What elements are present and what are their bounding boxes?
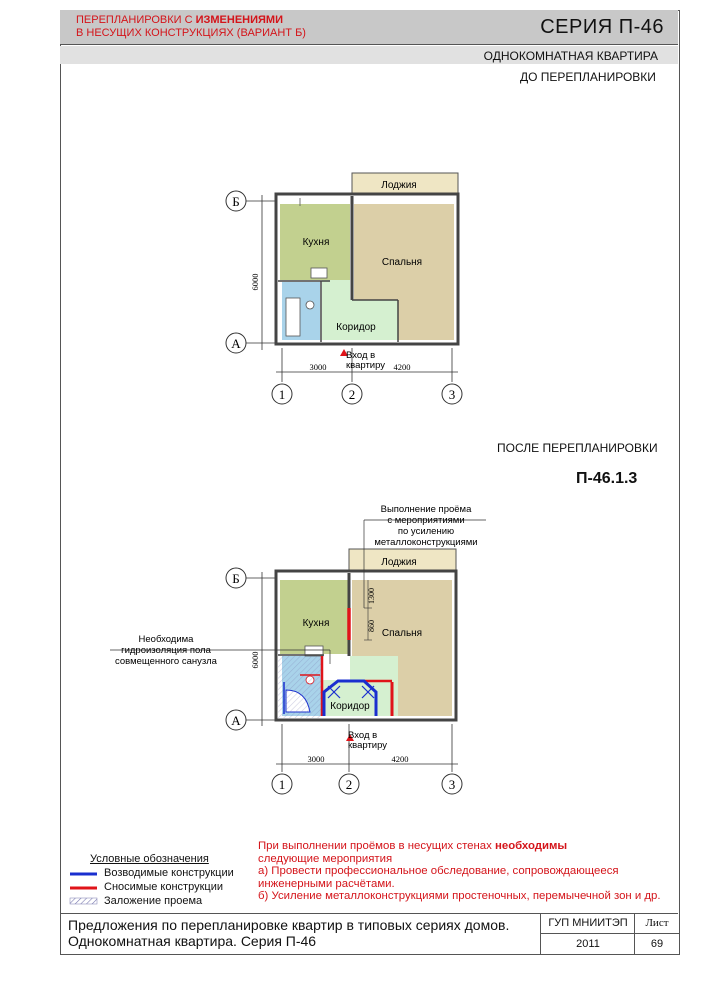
title-line1: Предложения по перепланировке квартир в типовых сериях домов.	[68, 917, 510, 933]
requirements-note	[258, 840, 668, 903]
org-cell	[540, 914, 635, 954]
note-item-b: б) Усиление металлоконструкциями простеночных, перемычечной зон и др.	[258, 890, 661, 902]
legend-swatches	[70, 874, 97, 904]
org-name: ГУП МНИИТЭП	[541, 914, 635, 934]
loggia-label-before: Лоджия	[381, 180, 417, 191]
legend-filled-opening: Заложение проема	[104, 895, 203, 907]
axis-a-after: А	[231, 713, 241, 728]
bathtub-before	[286, 298, 300, 336]
before-title: ДО ПЕРЕПЛАНИРОВКИ	[520, 70, 656, 84]
axis-b-after: Б	[232, 571, 240, 586]
axis-a-before: А	[231, 336, 241, 351]
legend-title: Условные обозначения	[90, 853, 209, 865]
axis-1-after: 1	[278, 777, 286, 792]
dim-depth-after: 6000	[250, 651, 260, 669]
plan-code: П-46.1.3	[576, 470, 638, 487]
toilet-before	[306, 301, 314, 309]
series-title: СЕРИЯ П-46	[540, 16, 664, 38]
note-line1-bold: необходимы	[494, 840, 568, 852]
plan-before	[226, 173, 462, 404]
dim-1300: 1300	[367, 588, 376, 604]
entrance-label1-after: Вход в	[348, 730, 378, 741]
legend-new-walls: Возводимые конструкции	[104, 867, 234, 879]
dim-left-before: 3000	[309, 362, 327, 372]
header-line1: ПЕРЕПЛАНИРОВКИ С	[76, 14, 196, 26]
title-block	[60, 913, 678, 954]
legend-removed-walls: Сносимые конструкции	[104, 881, 223, 893]
callout-waterproof-1: Необходима	[138, 634, 194, 645]
after-title: ПОСЛЕ ПЕРЕПЛАНИРОВКИ	[497, 441, 658, 455]
dim-right-after: 4200	[391, 754, 409, 764]
callout-opening-2: с мероприятиями	[387, 515, 465, 526]
sheet-number: 69	[650, 938, 664, 950]
entrance-label1-before: Вход в	[346, 350, 376, 361]
axis-1-before: 1	[278, 387, 286, 402]
subtitle: ОДНОКОМНАТНАЯ КВАРТИРА	[483, 49, 658, 63]
kitchen-label-before: Кухня	[302, 237, 330, 248]
callout-opening-1: Выполнение проёма	[380, 504, 472, 515]
title-line2: Однокомнатная квартира. Серия П-46	[68, 933, 317, 949]
loggia-label-after: Лоджия	[381, 557, 417, 568]
bedroom-label-after: Спальня	[381, 628, 423, 639]
axis-2-after: 2	[345, 777, 353, 792]
header-line1-bold: ИЗМЕНЕНИЯМИ	[195, 14, 283, 26]
sheet-label: Лист	[635, 914, 679, 934]
sheet-cell	[634, 914, 679, 954]
axis-2-before: 2	[348, 387, 356, 402]
kitchen-after	[280, 580, 348, 654]
callout-waterproof-3: совмещенного санузла	[115, 656, 217, 667]
kitchen-label-after: Кухня	[302, 618, 330, 629]
bedroom-label-before: Спальня	[381, 257, 423, 268]
corridor-label-before: Коридор	[336, 322, 376, 333]
dim-depth-before: 6000	[250, 273, 260, 291]
callout-opening-4: металлоконструкциями	[374, 537, 478, 548]
entrance-label2-before: квартиру	[346, 360, 386, 371]
callout-opening-3: по усилению	[397, 526, 455, 537]
axis-3-before: 3	[448, 387, 456, 402]
title-block-text	[68, 917, 509, 949]
axis-3-after: 3	[448, 777, 456, 792]
dim-left-after: 3000	[307, 754, 325, 764]
entrance-label2-after: квартиру	[348, 740, 388, 751]
plan-after	[110, 504, 486, 794]
note-line1: При выполнении проёмов в несущих стенах	[258, 840, 495, 852]
stove-before	[311, 268, 327, 278]
callout-waterproof-2: гидроизоляция пола	[121, 645, 211, 656]
dim-right-before: 4200	[393, 362, 411, 372]
corridor-label-after: Коридор	[330, 701, 370, 712]
year: 2011	[576, 938, 600, 950]
axis-b-before: Б	[232, 194, 240, 209]
note-line2: следующие мероприятия	[258, 852, 393, 865]
note-item-a: а) Провести профессиональное обследование, сопровождающееся инженерными расчётами.	[258, 865, 619, 890]
dim-860: 860	[367, 620, 376, 632]
header-line2: В НЕСУЩИХ КОНСТРУКЦИЯХ (ВАРИАНТ Б)	[76, 27, 306, 39]
